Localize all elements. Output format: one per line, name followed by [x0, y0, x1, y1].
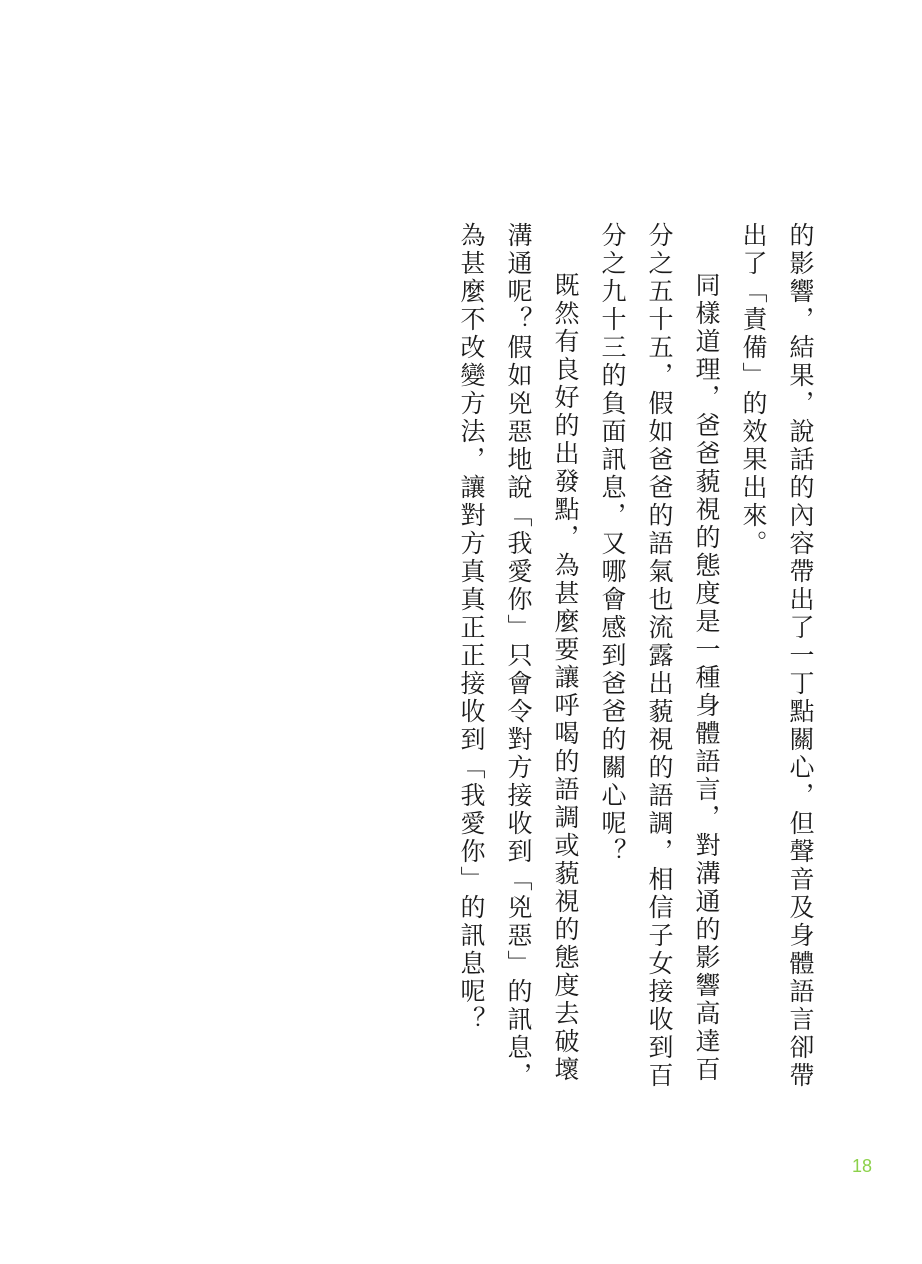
paragraph-3: 既然有良好的出發點，為甚麼要讓呼喝的語調或藐視的態度去破壞溝通呢？假如兇惡地說「我愛你」只會令對方接收到「兇惡」的訊息，為甚麼不改變方法，讓對方真真正正接收到「我愛你」的訊息呢？	[457, 222, 580, 1090]
paragraph-2: 同樣道理，爸爸藐視的態度是一種身體語言，對溝通的影響高達百分之五十五，假如爸爸的語氣也流露出藐視的語調，相信子女接收到百分之九十三的負面訊息，又哪會感到爸爸的關心呢？	[598, 222, 721, 1090]
page-number: 18	[852, 1156, 873, 1176]
body-text	[448, 222, 824, 1102]
paragraph-1: 的影響，結果，說話的內容帶出了一丁點關心，但聲音及身體語言卻帶出了「責備」的效果出來。	[739, 222, 815, 1090]
